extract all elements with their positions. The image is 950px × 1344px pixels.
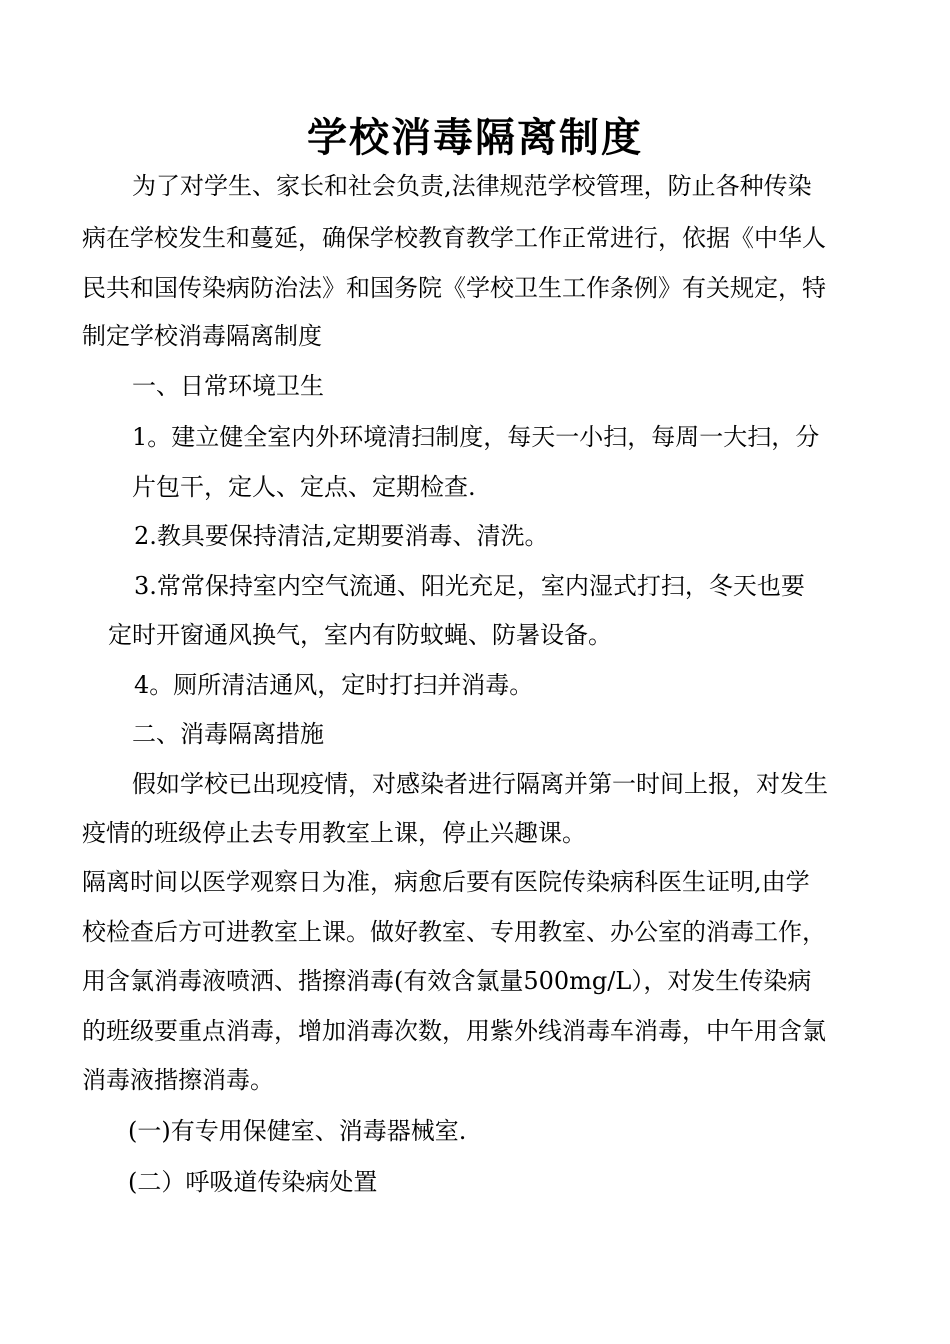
list-item: 4。厕所清洁通风，定时打扫并消毒。 bbox=[134, 671, 534, 699]
list-item-continued: 片包干，定人、定点、定期检查. bbox=[132, 473, 476, 501]
subsection-heading: (二）呼吸道传染病处置 bbox=[128, 1168, 378, 1196]
paragraph-line: 病在学校发生和蔓延，确保学校教育教学工作正常进行，依据《中华人 bbox=[82, 224, 826, 252]
paragraph-line: 用含氯消毒液喷洒、揩擦消毒(有效含氯量500mg/L），对发生传染病 bbox=[82, 967, 812, 995]
paragraph-line: 的班级要重点消毒，增加消毒次数，用紫外线消毒车消毒，中午用含氯 bbox=[82, 1017, 826, 1045]
list-item: 2.教具要保持清洁,定期要消毒、清洗。 bbox=[134, 522, 549, 550]
paragraph-line: 校检查后方可进教室上课。做好教室、专用教室、办公室的消毒工作， bbox=[82, 918, 826, 946]
list-item-continued: 定时开窗通风换气，室内有防蚊蝇、防暑设备。 bbox=[108, 621, 612, 649]
paragraph-line: 假如学校已出现疫情，对感染者进行隔离并第一时间上报，对发生 bbox=[132, 770, 828, 798]
document-title: 学校消毒隔离制度 bbox=[307, 115, 643, 161]
subsection-heading: (一)有专用保健室、消毒器械室. bbox=[128, 1117, 467, 1145]
list-item: 1。建立健全室内外环境清扫制度，每天一小扫，每周一大扫，分 bbox=[132, 423, 820, 451]
section-heading: 一、日常环境卫生 bbox=[132, 372, 324, 400]
paragraph-line: 消毒液揩擦消毒。 bbox=[82, 1066, 274, 1094]
paragraph-line: 隔离时间以医学观察日为准，病愈后要有医院传染病科医生证明,由学 bbox=[82, 868, 810, 896]
section-heading: 二、消毒隔离措施 bbox=[132, 720, 324, 748]
paragraph-line: 疫情的班级停止去专用教室上课，停止兴趣课。 bbox=[82, 819, 586, 847]
paragraph-line: 民共和国传染病防治法》和国务院《学校卫生工作条例》有关规定，特 bbox=[82, 274, 826, 302]
list-item: 3.常常保持室内空气流通、阳光充足，室内湿式打扫，冬天也要 bbox=[134, 572, 805, 600]
paragraph-line: 制定学校消毒隔离制度 bbox=[82, 322, 322, 350]
paragraph-line: 为了对学生、家长和社会负责,法律规范学校管理，防止各种传染 bbox=[132, 172, 812, 200]
